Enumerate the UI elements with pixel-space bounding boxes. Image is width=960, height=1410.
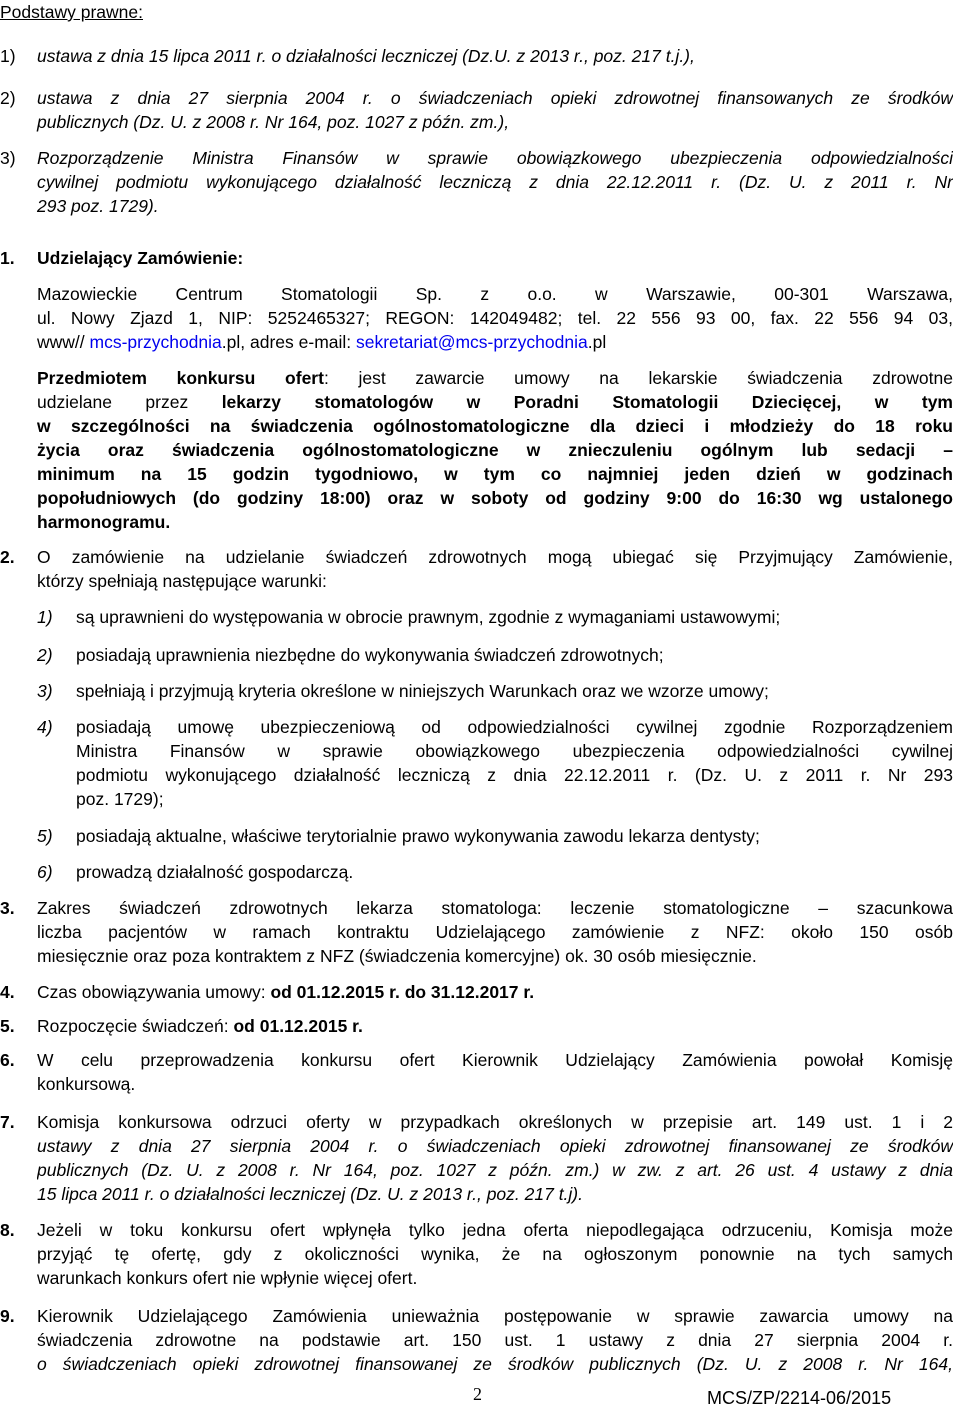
- condition-5: posiadają aktualne, właściwe terytorialnie prawo wykonywania zawodu lekarza dentysty;: [76, 826, 760, 846]
- condition-4-line: poz. 1729);: [76, 789, 164, 809]
- section-7-line: ustawy z dnia 27 sierpnia 2004 r. o świadczeniach opieki zdrowotnej finansowanej ze środków: [37, 1136, 953, 1156]
- service-start-label: Rozpoczęcie świadczeń:: [37, 1016, 234, 1036]
- subject-line: minimum na 15 godzin tygodniowo, w tym co najmniej jeden dzień w godzinach: [37, 464, 953, 484]
- condition-4-line: podmiotu wykonującego działalność leczniczą z dnia 22.12.2011 r. (Dz. U. z 2011 r. Nr 293: [76, 765, 953, 785]
- ordering-party-contact: [37, 330, 953, 354]
- subject-line: [37, 390, 953, 414]
- www-prefix: www//: [37, 332, 90, 352]
- ordering-party-line: Mazowieckie Centrum Stomatologii Sp. z o.o. w Warszawie, 00-301 Warszawa,: [37, 284, 953, 304]
- subject-line: [37, 366, 953, 390]
- section-7-line: Komisja konkursowa odrzuci oferty w przypadkach określonych w przepisie art. 149 ust. 1 i 2: [37, 1112, 953, 1132]
- legal-basis-2-line: ustawa z dnia 27 sierpnia 2004 r. o świadczeniach opieki zdrowotnej finansowanych ze środków: [37, 88, 953, 108]
- condition-1-number: 1): [37, 607, 53, 627]
- section-8-number: 8.: [0, 1220, 15, 1240]
- service-start: [37, 1014, 363, 1038]
- section-9-number: 9.: [0, 1306, 15, 1326]
- section-2-line: którzy spełniają następujące warunki:: [37, 571, 327, 591]
- legal-basis-2-number: 2): [0, 88, 16, 108]
- section-9-line: świadczenia zdrowotne na podstawie art. 150 ust. 1 ustawy z dnia 27 sierpnia 2004 r.: [37, 1330, 953, 1350]
- section-9-line: o świadczeniach opieki zdrowotnej finansowanej ze środków publicznych (Dz. U. z 2008 r. Nr 164,: [37, 1354, 953, 1374]
- section-8-line: warunkach konkurs ofert nie wpłynie więcej ofert.: [37, 1268, 418, 1288]
- subject-line: życia oraz świadczenia ogólnostomatologiczne w znieczuleniu ogólnym lub sedacji –: [37, 440, 953, 460]
- legal-basis-1: [37, 44, 957, 68]
- section-6: [37, 1048, 953, 1096]
- ordering-party-details: [37, 282, 953, 354]
- email-link[interactable]: sekretariat@mcs-przychodnia: [356, 332, 588, 352]
- condition-2: posiadają uprawnienia niezbędne do wykonywania świadczeń zdrowotnych;: [76, 645, 664, 665]
- section-3-line: liczba pacjentów w ramach kontraktu Udzielającego zamówienie z NFZ: około 150 osób: [37, 922, 953, 942]
- section-1-title: Udzielający Zamówienie:: [37, 248, 244, 268]
- page-number: 2: [473, 1384, 482, 1404]
- section-5-number: 5.: [0, 1016, 15, 1036]
- condition-3-number: 3): [37, 681, 53, 701]
- section-6-line: konkursową.: [37, 1074, 136, 1094]
- condition-6: prowadzą działalność gospodarczą.: [76, 862, 354, 882]
- legal-basis-3-line: Rozporządzenie Ministra Finansów w sprawie obowiązkowego ubezpieczenia odpowiedzialności: [37, 148, 953, 168]
- legal-basis-3-number: 3): [0, 148, 16, 168]
- condition-3: spełniają i przyjmują kryteria określone w niniejszych Warunkach oraz we wzorze umowy;: [76, 681, 769, 701]
- subject-line: w szczególności na świadczenia ogólnostomatologiczne dla dzieci i młodzieży do 18 roku: [37, 416, 953, 436]
- contract-period-value: od 01.12.2015 r. do 31.12.2017 r.: [270, 982, 535, 1002]
- section-6-number: 6.: [0, 1050, 15, 1070]
- condition-6-number: 6): [37, 862, 53, 882]
- section-7: [37, 1110, 953, 1206]
- condition-4-number: 4): [37, 717, 53, 737]
- legal-basis-1-number: 1): [0, 46, 16, 66]
- condition-2-number: 2): [37, 645, 53, 665]
- condition-5-number: 5): [37, 826, 53, 846]
- contest-subject: [37, 366, 953, 534]
- section-7-line: publicznych (Dz. U. z 2008 r. Nr 164, poz. 1027 z późn. zm.) w zw. z art. 26 ust. 4 ustawy z dnia: [37, 1160, 953, 1180]
- subject-line: popołudniowych (do godziny 18:00) oraz w soboty od godziny 9:00 do 16:30 wg ustalonego: [37, 488, 953, 508]
- section-2-number: 2.: [0, 547, 15, 567]
- section-8: [37, 1218, 953, 1290]
- legal-basis-1-line: ustawa z dnia 15 lipca 2011 r. o działalności leczniczej (Dz.U. z 2013 r., poz. 217 t.j.),: [37, 46, 695, 66]
- section-8-line: Jeżeli w toku konkursu ofert wpłynęła tylko jedna oferta niepodlegająca odrzuceniu, Komisja może: [37, 1220, 953, 1240]
- legal-basis-2: [37, 86, 953, 134]
- legal-bases-heading: Podstawy prawne:: [0, 2, 143, 22]
- contract-period-label: Czas obowiązywania umowy:: [37, 982, 271, 1002]
- section-7-number: 7.: [0, 1112, 15, 1132]
- subject-bold-lead: Przedmiotem konkursu ofert: [37, 368, 324, 388]
- email-suffix: .pl: [587, 332, 607, 352]
- condition-4: [76, 715, 953, 811]
- section-8-line: przyjąć tę ofertę, gdy z okoliczności wynika, że na ogłoszonym ponownie na tych samych: [37, 1244, 953, 1264]
- subject-bold: lekarzy stomatologów w Poradni Stomatologii Dziecięcej, w tym: [221, 392, 953, 412]
- legal-basis-3-line: cywilnej podmiotu wykonującego działalność leczniczą z dnia 22.12.2011 r. (Dz. U. z 2011 r. Nr: [37, 172, 953, 192]
- website-suffix: .pl: [221, 332, 241, 352]
- email-prefix: , adres e-mail:: [240, 332, 356, 352]
- subject-rest: : jest zawarcie umowy na lekarskie świadczenia zdrowotne: [323, 368, 953, 388]
- contract-period: [37, 980, 534, 1004]
- section-3: [37, 896, 953, 968]
- document-reference-code: MCS/ZP/2214-06/2015: [707, 1388, 892, 1408]
- section-9: [37, 1304, 953, 1376]
- legal-basis-2-line: publicznych (Dz. U. z 2008 r. Nr 164, poz. 1027 z późn. zm.),: [37, 112, 510, 132]
- section-2-line: O zamówienie na udzielanie świadczeń zdrowotnych mogą ubiegać się Przyjmujący Zamówienie,: [37, 547, 953, 567]
- condition-4-line: posiadają umowę ubezpieczeniową od odpowiedzialności cywilnej zgodnie Rozporządzeniem: [76, 717, 953, 737]
- ordering-party-line: ul. Nowy Zjazd 1, NIP: 5252465327; REGON: 142049482; tel. 22 556 93 00, fax. 22 556 94 03,: [37, 308, 953, 328]
- section-6-line: W celu przeprowadzenia konkursu ofert Kierownik Udzielający Zamówienia powołał Komisję: [37, 1050, 953, 1070]
- website-link[interactable]: mcs-przychodnia: [89, 332, 222, 352]
- section-9-line: Kierownik Udzielającego Zamówienia unieważnia postępowanie w sprawie zawarcia umowy na: [37, 1306, 953, 1326]
- legal-basis-3: [37, 146, 953, 218]
- condition-4-line: Ministra Finansów w sprawie obowiązkowego ubezpieczenia odpowiedzialności cywilnej: [76, 741, 953, 761]
- section-3-line: Zakres świadczeń zdrowotnych lekarza stomatologa: leczenie stomatologiczne – szacunkowa: [37, 898, 953, 918]
- subject-line: harmonogramu.: [37, 512, 171, 532]
- section-1-number: 1.: [0, 248, 15, 268]
- service-start-value: od 01.12.2015 r.: [233, 1016, 363, 1036]
- section-7-line: 15 lipca 2011 r. o działalności leczniczej (Dz. U. z 2013 r., poz. 217 t.j).: [37, 1184, 583, 1204]
- section-3-line: miesięcznie oraz poza kontraktem z NFZ (świadczenia komercyjne) ok. 30 osób miesięcznie.: [37, 946, 757, 966]
- section-2-intro: [37, 545, 953, 593]
- condition-1: są uprawnieni do występowania w obrocie prawnym, zgodnie z wymaganiami ustawowymi;: [76, 607, 781, 627]
- section-4-number: 4.: [0, 982, 15, 1002]
- legal-basis-3-line: 293 poz. 1729).: [37, 196, 159, 216]
- subject-pre: udzielane przez: [37, 392, 222, 412]
- section-3-number: 3.: [0, 898, 15, 918]
